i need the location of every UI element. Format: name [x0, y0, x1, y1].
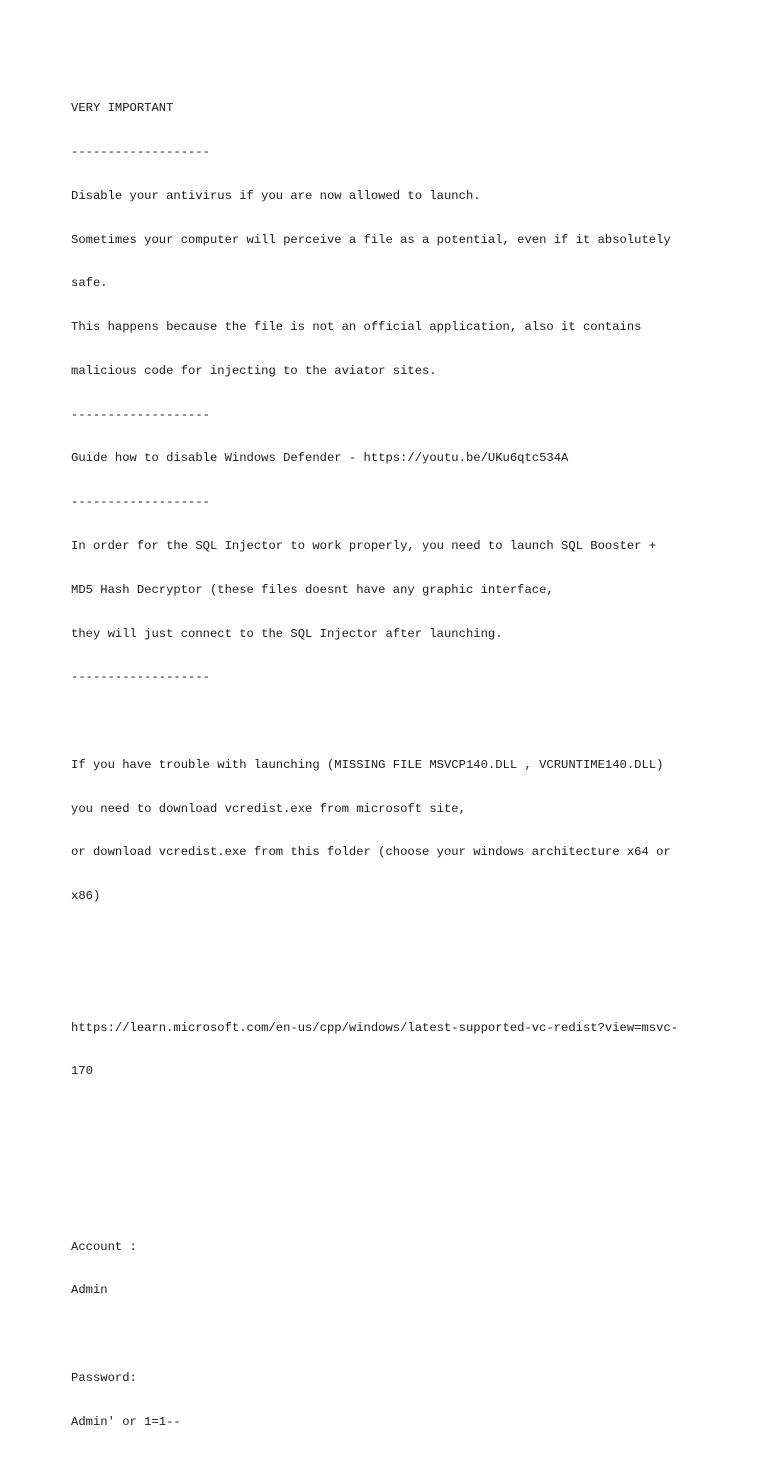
- text-line: MD5 Hash Decryptor (these files doesnt have any graphic interface,: [71, 582, 554, 597]
- text-line: x86): [71, 889, 101, 904]
- url-line-continued: 170: [71, 1064, 93, 1079]
- password-value: Admin' or 1=1--: [71, 1414, 181, 1429]
- separator-line: -------------------: [71, 407, 210, 422]
- blank-line: [71, 977, 711, 992]
- guide-line: Guide how to disable Windows Defender - https://youtu.be/UKu6qtc534A: [71, 451, 569, 466]
- text-line: If you have trouble with launching (MISSING FILE MSVCP140.DLL , VCRUNTIME140.DLL): [71, 757, 664, 772]
- blank-line: [71, 1327, 711, 1342]
- text-line: safe.: [71, 276, 108, 291]
- account-value: Admin: [71, 1283, 108, 1298]
- text-line: This happens because the file is not an official application, also it contains: [71, 320, 642, 335]
- text-line: malicious code for injecting to the aviator sites.: [71, 363, 437, 378]
- account-label: Account :: [71, 1239, 137, 1254]
- blank-line: [71, 933, 711, 948]
- separator-line: -------------------: [71, 144, 210, 159]
- heading-very-important: VERY IMPORTANT: [71, 101, 174, 116]
- text-line: Sometimes your computer will perceive a file as a potential, even if it absolutely: [71, 232, 671, 247]
- url-line: https://learn.microsoft.com/en-us/cpp/windows/latest-supported-vc-redist?view=msvc-: [71, 1020, 679, 1035]
- blank-line: [71, 1108, 711, 1123]
- text-line: you need to download vcredist.exe from microsoft site,: [71, 801, 466, 816]
- document-text: [71, 72, 711, 1458]
- text-line: or download vcredist.exe from this folder (choose your windows architecture x64 or: [71, 845, 671, 860]
- blank-line: [71, 1152, 711, 1167]
- password-label: Password:: [71, 1370, 137, 1385]
- blank-line: [71, 714, 711, 729]
- separator-line: -------------------: [71, 670, 210, 685]
- separator-line: -------------------: [71, 495, 210, 510]
- text-line: In order for the SQL Injector to work properly, you need to launch SQL Booster +: [71, 539, 657, 553]
- text-line: they will just connect to the SQL Injector after launching.: [71, 626, 503, 641]
- blank-line: [71, 1196, 711, 1211]
- text-line: Disable your antivirus if you are now allowed to launch.: [71, 188, 481, 203]
